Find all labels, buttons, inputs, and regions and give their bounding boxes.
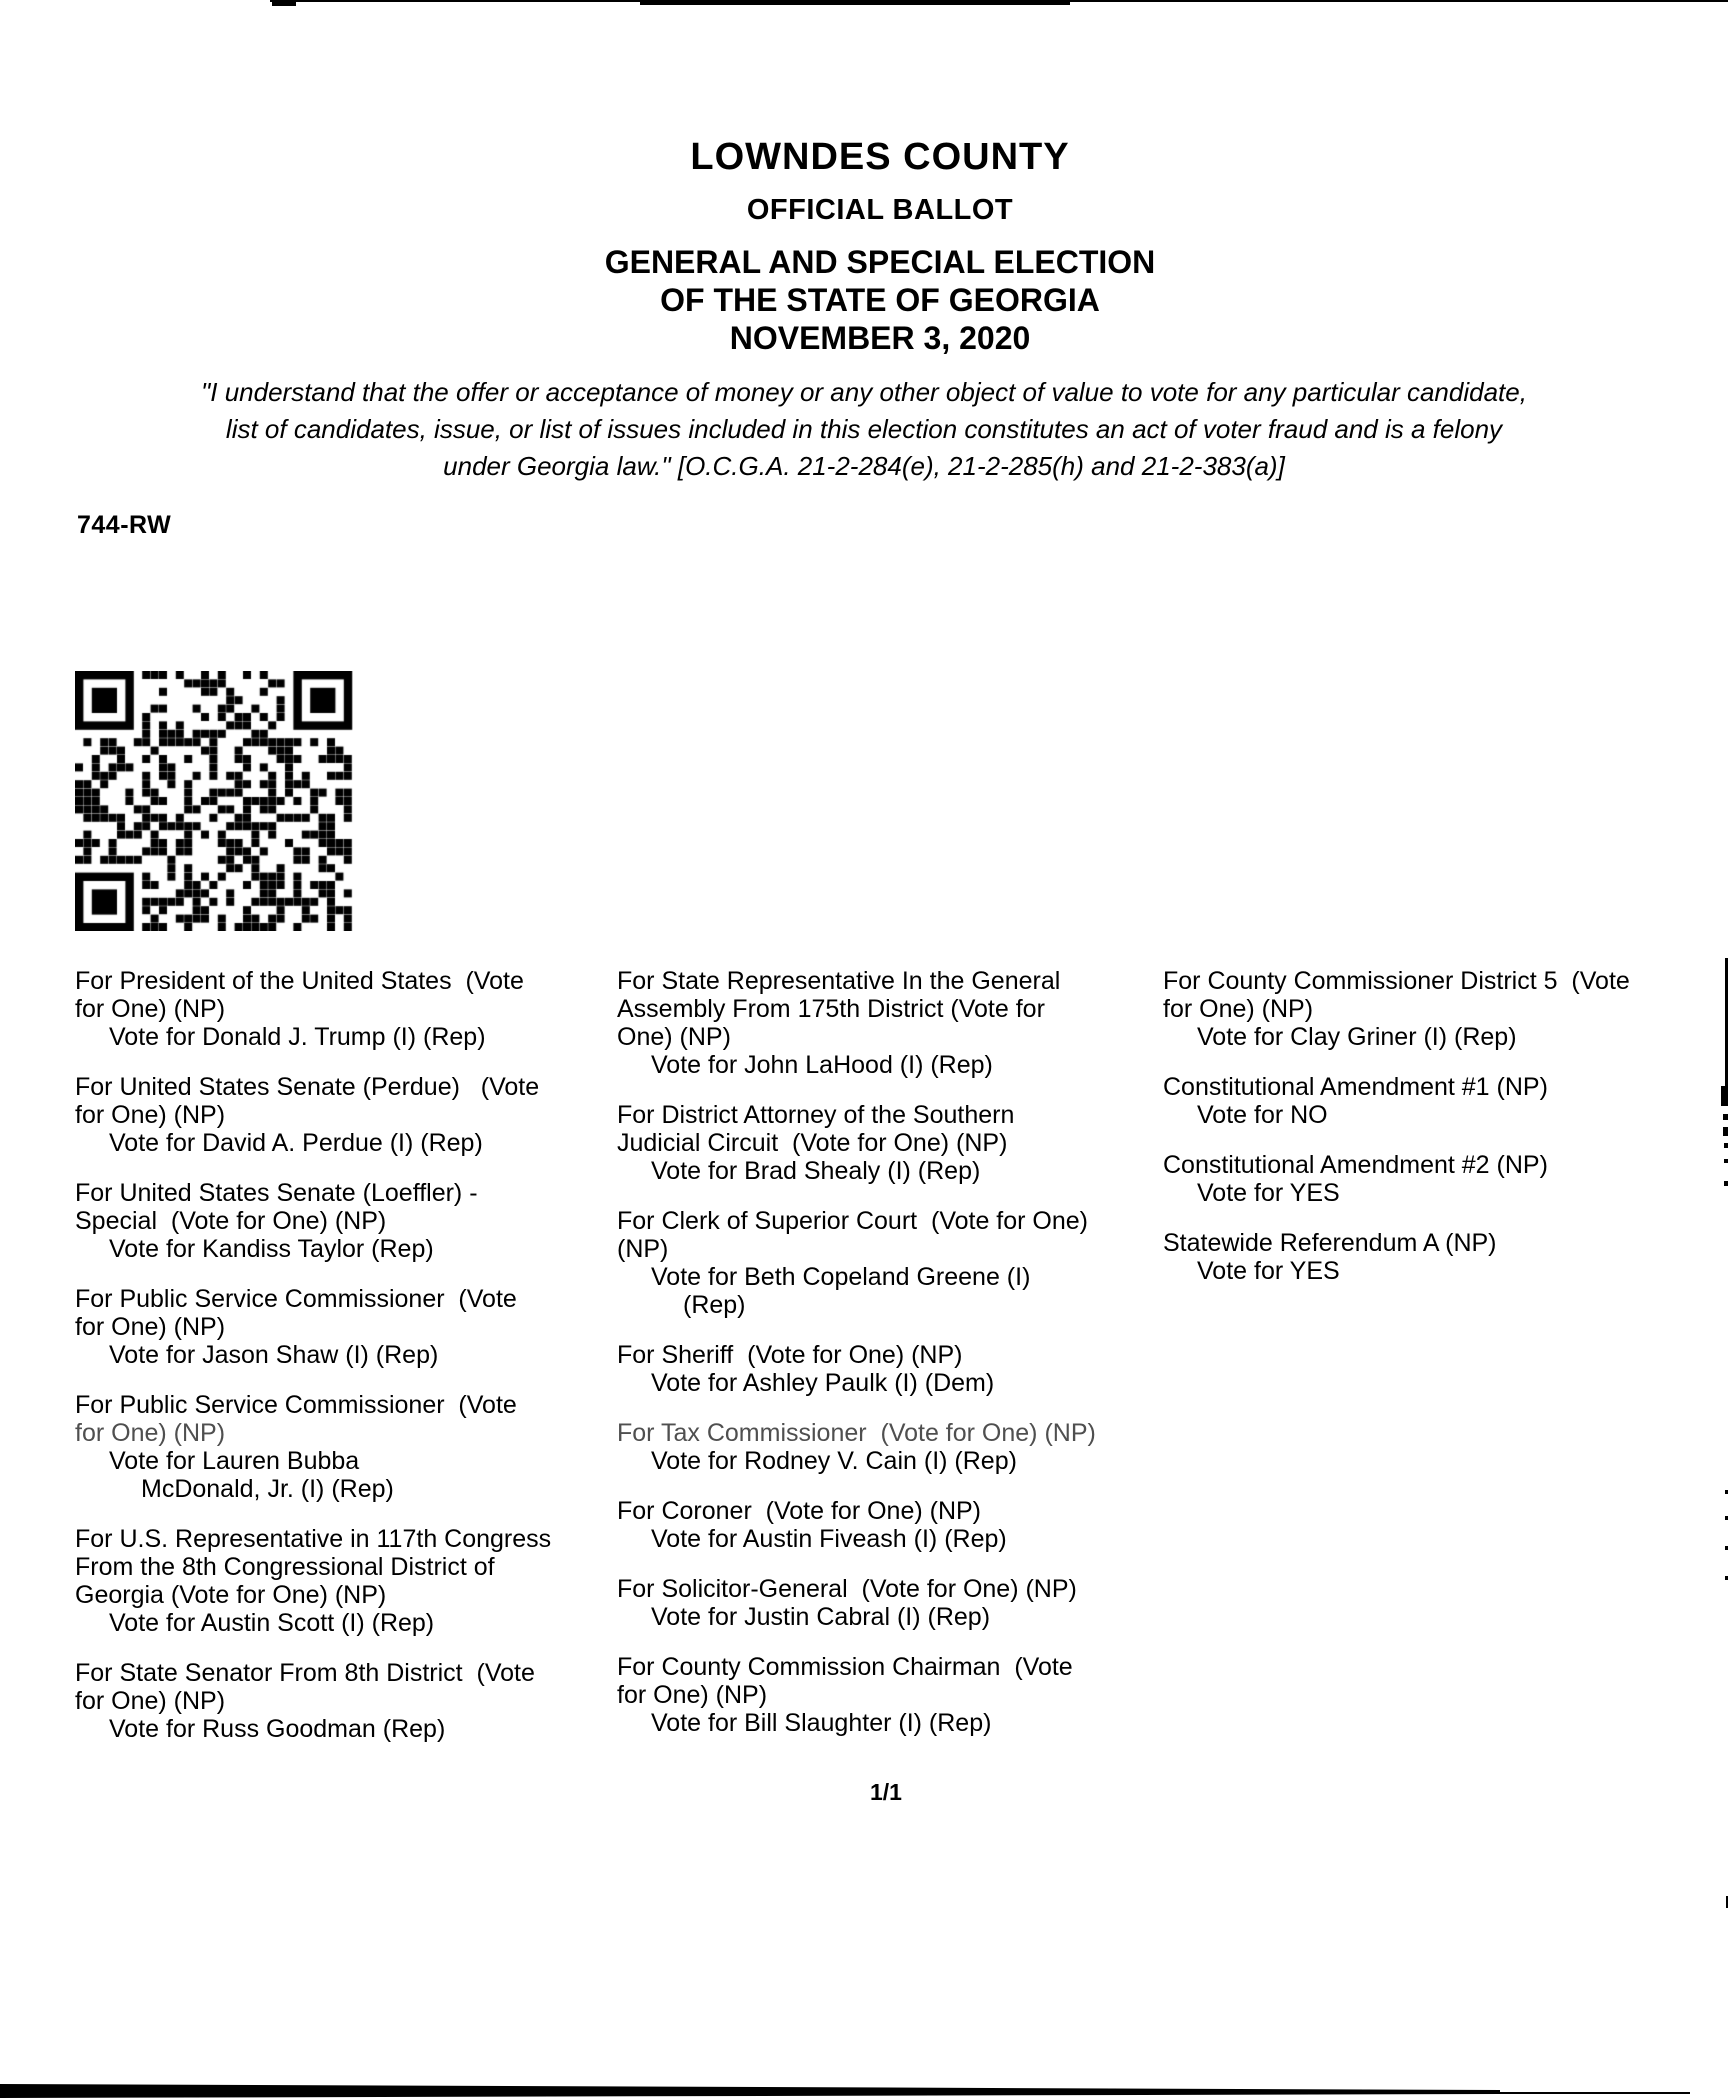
- contest-title-line: From the 8th Congressional District of: [75, 1553, 495, 1581]
- contest-title-line: For United States Senate (Loeffler) -: [75, 1179, 478, 1207]
- page-title-election-date: NOVEMBER 3, 2020: [729, 320, 1031, 356]
- vote-selection-line: Vote for Ashley Paulk (I) (Dem): [651, 1369, 995, 1397]
- vote-selection-line: Vote for Russ Goodman (Rep): [109, 1715, 446, 1743]
- contest-block: [617, 1419, 1162, 1475]
- voter-fraud-disclaimer: [0, 374, 1728, 485]
- contest-title-line: For State Senator From 8th District (Vote: [75, 1659, 535, 1687]
- vote-selection-line: Vote for Justin Cabral (I) (Rep): [651, 1603, 991, 1631]
- contest-block: [1163, 1151, 1728, 1207]
- contest-block: [75, 967, 620, 1051]
- contest-title-line: For Public Service Commissioner (Vote: [75, 1285, 517, 1313]
- scan-artifact-bottom-bar: [0, 2081, 1700, 2099]
- contest-block: [75, 1391, 620, 1503]
- contest-title-line: for One) (NP): [1163, 995, 1314, 1023]
- contest-title-line: For Clerk of Superior Court (Vote for One): [617, 1207, 1089, 1235]
- contest-title-line: One) (NP): [617, 1023, 731, 1051]
- contest-title-line: for One) (NP): [75, 1313, 226, 1341]
- vote-selection-line: Vote for Brad Shealy (I) (Rep): [651, 1157, 981, 1185]
- vote-selection-line: Vote for Jason Shaw (I) (Rep): [109, 1341, 439, 1369]
- contest-title-line: For County Commission Chairman (Vote: [617, 1653, 1073, 1681]
- contest-title-line: For United States Senate (Perdue) (Vote: [75, 1073, 540, 1101]
- contest-title-line: Constitutional Amendment #1 (NP): [1163, 1073, 1548, 1101]
- ballot-column: [1163, 967, 1728, 1285]
- contest-title-line: (NP): [617, 1235, 669, 1263]
- ballot-column: [75, 967, 620, 1743]
- contest-block: [75, 1073, 620, 1157]
- contest-title-line: For District Attorney of the Southern: [617, 1101, 1015, 1129]
- contest-title-line: for One) (NP): [75, 1687, 226, 1715]
- vote-selection-line: Vote for Clay Griner (I) (Rep): [1197, 1023, 1517, 1051]
- precinct-code: 744-RW: [77, 511, 172, 539]
- contest-title-line: For State Representative In the General: [617, 967, 1061, 995]
- contest-block: [75, 1525, 620, 1637]
- contest-title-line: Special (Vote for One) (NP): [75, 1207, 387, 1235]
- contest-title-line: For Solicitor-General (Vote for One) (NP): [617, 1575, 1077, 1603]
- contest-title-line: for One) (NP): [75, 1101, 226, 1129]
- contest-title-line: Georgia (Vote for One) (NP): [75, 1581, 387, 1609]
- page-title-election-line: GENERAL AND SPECIAL ELECTION: [604, 244, 1156, 280]
- page-title-election-line: OF THE STATE OF GEORGIA: [660, 282, 1100, 318]
- vote-selection-line: Vote for John LaHood (I) (Rep): [651, 1051, 993, 1079]
- vote-selection-line: Vote for Kandiss Taylor (Rep): [109, 1235, 434, 1263]
- contest-title-line: Judicial Circuit (Vote for One) (NP): [617, 1129, 1008, 1157]
- contest-title-line: For Public Service Commissioner (Vote: [75, 1391, 517, 1419]
- vote-selection-line: Vote for NO: [1197, 1101, 1328, 1129]
- vote-selection-line: Vote for David A. Perdue (I) (Rep): [109, 1129, 483, 1157]
- vote-selection-line: Vote for YES: [1197, 1257, 1340, 1285]
- disclaimer-line: "I understand that the offer or acceptance of money or any other object of value to vote for any particular candidate,: [201, 377, 1527, 407]
- vote-selection-line: (Rep): [683, 1291, 746, 1319]
- contest-block: [1163, 967, 1728, 1051]
- vote-selection-line: Vote for Austin Fiveash (I) (Rep): [651, 1525, 1007, 1553]
- contest-block: [617, 1653, 1162, 1737]
- contest-block: [617, 967, 1162, 1079]
- contest-block: [1163, 1073, 1728, 1129]
- vote-selection-line: Vote for Rodney V. Cain (I) (Rep): [651, 1447, 1017, 1475]
- contest-title-line: For President of the United States (Vote: [75, 967, 524, 995]
- contest-title-line: For Coroner (Vote for One) (NP): [617, 1497, 982, 1525]
- contest-title-line: for One) (NP): [75, 1419, 226, 1447]
- scan-artifact-top-line-thick: [640, 1, 1070, 5]
- contest-block: [75, 1285, 620, 1369]
- ballot-column: [617, 967, 1162, 1737]
- vote-selection-line: Vote for Lauren Bubba: [109, 1447, 360, 1475]
- page-title-ballot-type: OFFICIAL BALLOT: [746, 194, 1014, 226]
- disclaimer-line: list of candidates, issue, or list of issues included in this election constitutes an act of voter fraud and is a felony: [225, 414, 1503, 444]
- contest-block: [617, 1101, 1162, 1185]
- scan-artifact-top-blob: [272, 0, 296, 6]
- contest-title-line: Statewide Referendum A (NP): [1163, 1229, 1497, 1257]
- contest-title-line: For Tax Commissioner (Vote for One) (NP): [617, 1419, 1096, 1447]
- contest-title-line: Constitutional Amendment #2 (NP): [1163, 1151, 1548, 1179]
- contest-title-line: Assembly From 175th District (Vote for: [617, 995, 1045, 1023]
- vote-selection-line: Vote for Bill Slaughter (I) (Rep): [651, 1709, 992, 1737]
- vote-selection-line: Vote for Donald J. Trump (I) (Rep): [109, 1023, 486, 1051]
- disclaimer-line: under Georgia law." [O.C.G.A. 21-2-284(e), 21-2-285(h) and 21-2-383(a)]: [443, 451, 1285, 481]
- contest-title-line: for One) (NP): [75, 995, 226, 1023]
- qr-code-icon: [75, 671, 353, 931]
- vote-selection-line: McDonald, Jr. (I) (Rep): [141, 1475, 394, 1503]
- contest-title-line: For County Commissioner District 5 (Vote: [1163, 967, 1630, 995]
- contest-title-line: For U.S. Representative in 117th Congress: [75, 1525, 552, 1553]
- page-title-county: LOWNDES COUNTY: [690, 136, 1070, 178]
- contest-block: [75, 1179, 620, 1263]
- contest-block: [617, 1575, 1162, 1631]
- page-number: 1/1: [870, 1779, 902, 1805]
- vote-selection-line: Vote for Beth Copeland Greene (I): [651, 1263, 1031, 1291]
- contest-block: [75, 1659, 620, 1743]
- contest-block: [617, 1497, 1162, 1553]
- contest-title-line: for One) (NP): [617, 1681, 768, 1709]
- contest-block: [617, 1207, 1162, 1319]
- vote-selection-line: Vote for Austin Scott (I) (Rep): [109, 1609, 435, 1637]
- contest-block: [1163, 1229, 1728, 1285]
- contest-block: [617, 1341, 1162, 1397]
- contest-title-line: For Sheriff (Vote for One) (NP): [617, 1341, 963, 1369]
- vote-selection-line: Vote for YES: [1197, 1179, 1340, 1207]
